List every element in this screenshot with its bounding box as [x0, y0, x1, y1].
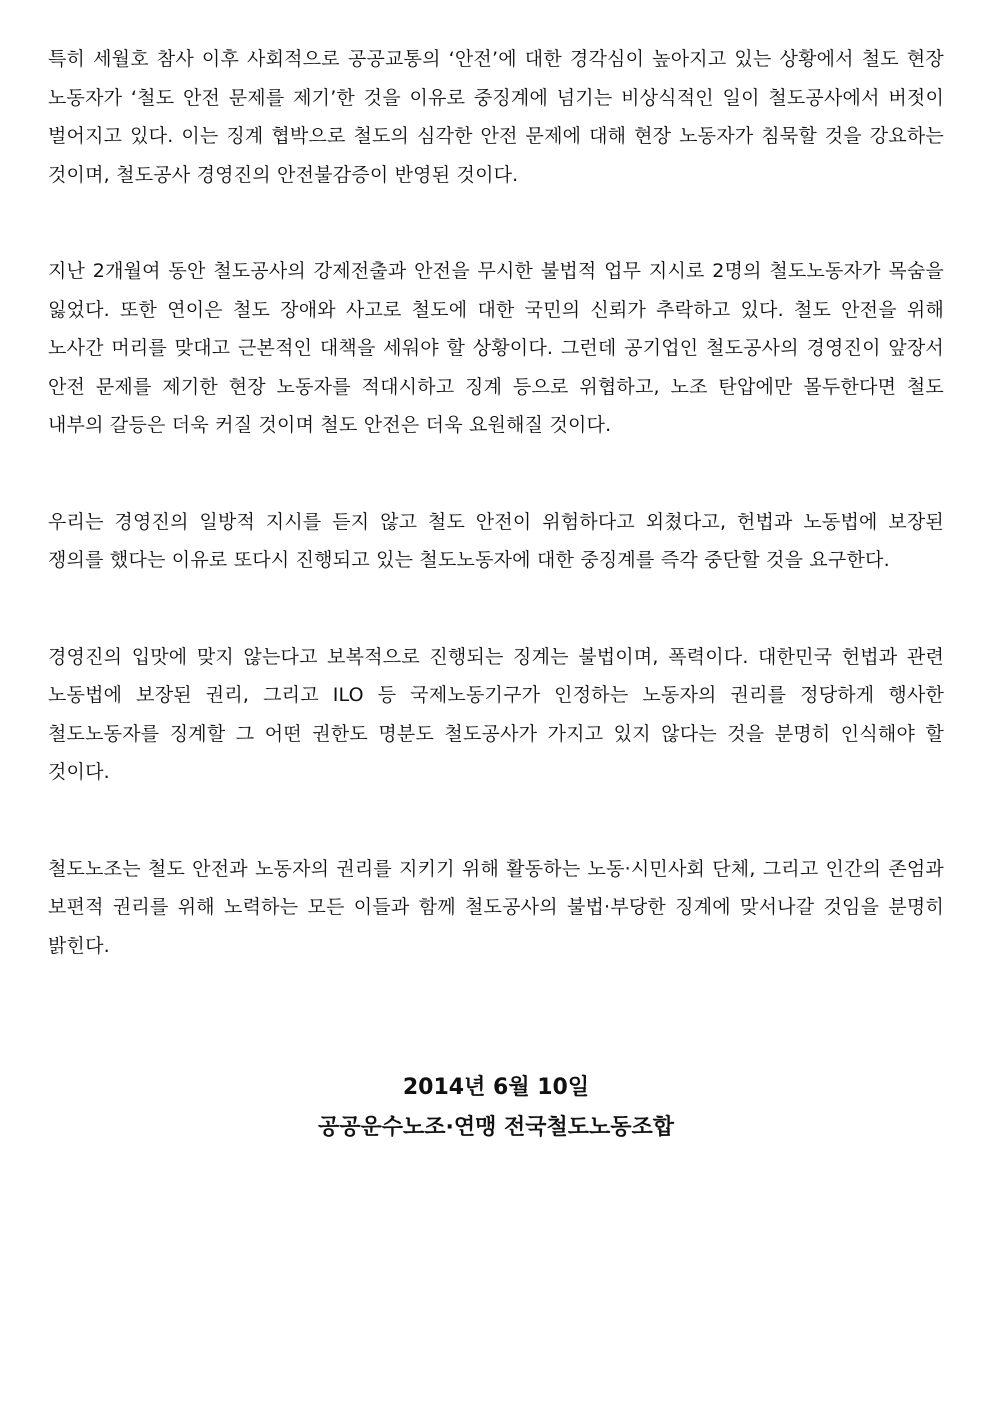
paragraph-safety-discipline: 특히 세월호 참사 이후 사회적으로 공공교통의 ‘안전’에 대한 경각심이 높아지고 있는 상황에서 철도 현장 노동자가 ‘철도 안전 문제를 제기’한 것을 이유로 중징계에 넘기는 비상식적인 일이 철도공사에서 버젓이 벌어지고 있다. 이는 징계 협박으로 철도의 심각한 안전 문제에 대해 현장 노동자가 침묵할 것을 강요하는 것이며, 철도공사 경영진의 안전불감증이 반영된 것이다.: [48, 48, 944, 186]
paragraph-declaration: 철도노조는 철도 안전과 노동자의 권리를 지키기 위해 활동하는 노동·시민사회 단체, 그리고 인간의 존엄과 보편적 권리를 위해 노력하는 모든 이들과 함께 철도공사의 불법·부당한 징계에 맞서나갈 것임을 분명히 밝힌다.: [48, 857, 944, 957]
paragraph-worker-deaths: 지난 2개월여 동안 철도공사의 강제전출과 안전을 무시한 불법적 업무 지시로 2명의 철도노동자가 목숨을 잃었다. 또한 연이은 철도 장애와 사고로 철도에 대한 국민의 신뢰가 추락하고 있다. 철도 안전을 위해 노사간 머리를 맞대고 근본적인 대책을 세워야 할 상황이다. 그런데 공기업인 철도공사의 경영진이 앞장서 안전 문제를 제기한 현장 노동자를 적대시하고 징계 등으로 위협하고, 노조 탄압에만 몰두한다면 철도 내부의 갈등은 더욱 커질 것이며 철도 안전은 더욱 요원해질 것이다.: [48, 260, 944, 436]
signature-block: [0, 1068, 992, 1148]
paragraph-illegal-discipline: 경영진의 입맛에 맞지 않는다고 보복적으로 진행되는 징계는 불법이며, 폭력이다. 대한민국 헌법과 관련 노동법에 보장된 권리, 그리고 ILO 등 국제노동기구가 인정하는 노동자의 권리를 정당하게 행사한 철도노동자를 징계할 그 어떤 권한도 명분도 철도공사가 가지고 있지 않다는 것을 분명히 인식해야 할 것이다.: [48, 645, 944, 783]
signature-organization: 공공운수노조·연맹 전국철도노동조합: [317, 1115, 675, 1140]
paragraph-demand: 우리는 경영진의 일방적 지시를 듣지 않고 철도 안전이 위험하다고 외쳤다고, 헌법과 노동법에 보장된 쟁의를 했다는 이유로 또다시 진행되고 있는 철도노동자에 대한 중징계를 즉각 중단할 것을 요구한다.: [48, 510, 944, 571]
document-body: [48, 40, 944, 1023]
signature-date: 2014년 6월 10일: [402, 1075, 590, 1100]
